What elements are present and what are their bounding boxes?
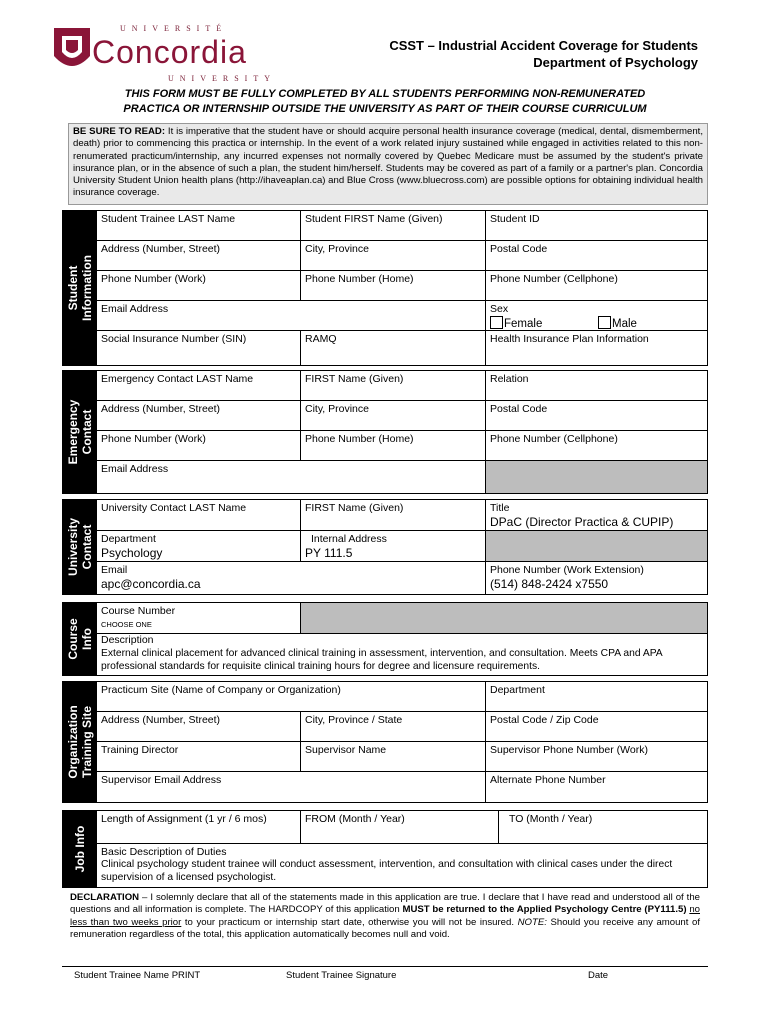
university-email-field[interactable]: Email apc@concordia.ca	[97, 562, 486, 594]
university-section-label: University Contact	[63, 500, 97, 594]
read-notice-lead: BE SURE TO READ:	[73, 126, 166, 137]
org-director-field[interactable]: Training Director	[97, 742, 301, 772]
student-phone-cell-field[interactable]: Phone Number (Cellphone)	[486, 271, 707, 301]
emergency-last-name-field[interactable]: Emergency Contact LAST Name	[97, 371, 301, 401]
university-department-value: Psychology	[101, 546, 163, 560]
course-info-section	[62, 602, 708, 676]
university-internal-address-value: PY 111.5	[305, 546, 353, 560]
student-information-section	[62, 210, 708, 366]
organization-section-label: Organization Training Site	[63, 682, 97, 802]
course-blank-gray	[301, 603, 707, 634]
org-sup-email-field[interactable]: Supervisor Email Address	[97, 772, 486, 802]
student-postal-field[interactable]: Postal Code	[486, 241, 707, 271]
declaration: DECLARATION – I solemnly declare that all of the statements made in this application are true. I declare that I have read and understood all of the questions and all information is complete. The HARDCOPY of this application MUST be returned to the Applied Psychology Centre (PY111.5) no less than two weeks prior to your practicum or internship start date, otherwise you will not be insured. NOTE: Should you receive any amount of remuneration regardless of the total, this application automatically becomes null and void.	[70, 892, 701, 940]
org-site-field[interactable]: Practicum Site (Name of Company or Organization)	[97, 682, 486, 712]
university-first-name-field[interactable]: FIRST Name (Given)	[301, 500, 486, 531]
department-title: Department of Psychology	[533, 55, 698, 70]
student-ramq-field[interactable]: RAMQ	[301, 331, 486, 365]
student-id-field[interactable]: Student ID	[486, 211, 707, 241]
emergency-blank-gray	[486, 461, 707, 493]
org-city-field[interactable]: City, Province / State	[301, 712, 486, 742]
student-phone-work-field[interactable]: Phone Number (Work)	[97, 271, 301, 301]
university-department-field[interactable]: Department Psychology	[97, 531, 301, 562]
read-notice	[68, 123, 708, 205]
university-contact-section	[62, 499, 708, 595]
student-city-field[interactable]: City, Province	[301, 241, 486, 271]
course-section-label: Course Info	[63, 603, 97, 675]
read-notice-text: It is imperative that the student have or should acquire personal health insurance coverage (medical, dental, dismemberment, death) prior to commencing this practica or internship. In the event of a work related injury sustained while engaged in activities related to this non-renumerated practicum/internship, any incurred expenses not normally covered by Quebec Medicare must be assumed by the student's private insurance plan, or in the absence of such a plan, the student him/herself. Students may be covered as part of a family or a partner's plan. Concordia University Student Union health plans (http://ihaveaplan.ca) and Blue Cross (www.bluecross.com) are possible options for obtaining individual health insurance coverage.	[73, 126, 704, 199]
emergency-phone-work-field[interactable]: Phone Number (Work)	[97, 431, 301, 461]
student-email-field[interactable]: Email Address	[97, 301, 486, 331]
student-health-plan-field[interactable]: Health Insurance Plan Information	[490, 333, 649, 345]
university-internal-address-field[interactable]: Internal Address PY 111.5	[301, 531, 486, 562]
job-length-field[interactable]: Length of Assignment (1 yr / 6 mos)	[97, 811, 301, 844]
logo-universite-text: UNIVERSITÉ	[120, 24, 228, 33]
job-duties-label: Basic Description of Duties	[101, 846, 227, 858]
declaration-lead: DECLARATION	[70, 892, 140, 903]
university-phone-field[interactable]: Phone Number (Work Extension) (514) 848-2424 x7550	[490, 564, 644, 591]
concordia-logo-icon	[52, 26, 92, 78]
job-info-section	[62, 810, 708, 888]
emergency-address-field[interactable]: Address (Number, Street)	[97, 401, 301, 431]
university-email-value: apc@concordia.ca	[101, 577, 201, 591]
student-sin-field[interactable]: Social Insurance Number (SIN)	[97, 331, 301, 365]
emergency-phone-cell-field[interactable]: Phone Number (Cellphone)	[486, 431, 707, 461]
student-last-name-field[interactable]: Student Trainee LAST Name	[97, 211, 301, 241]
sex-female-option[interactable]: Female	[490, 316, 542, 330]
logo-wordmark: Concordia	[92, 34, 247, 70]
university-title-value: DPaC (Director Practica & CUPIP)	[490, 515, 674, 529]
organization-section	[62, 681, 708, 803]
emergency-phone-home-field[interactable]: Phone Number (Home)	[301, 431, 486, 461]
student-first-name-field[interactable]: Student FIRST Name (Given)	[301, 211, 486, 241]
student-sex-field	[486, 301, 707, 331]
emergency-email-field[interactable]: Email Address	[97, 461, 486, 493]
emergency-first-name-field[interactable]: FIRST Name (Given)	[301, 371, 486, 401]
form-title: CSST – Industrial Accident Coverage for Students	[389, 38, 698, 53]
course-description-text: External clinical placement for advanced clinical training in assessment, intervention, and consultation. Meets CPA and APA professional standards for requisite clinical training hours for degree and licensure requirements.	[101, 648, 663, 672]
org-supervisor-field[interactable]: Supervisor Name	[301, 742, 486, 772]
declaration-deadline: no less than two weeks prior	[70, 904, 700, 928]
emergency-section-label: Emergency Contact	[63, 371, 97, 493]
student-address-field[interactable]: Address (Number, Street)	[97, 241, 301, 271]
course-number-select[interactable]: CHOOSE ONE	[101, 620, 152, 629]
instruction-line-1: THIS FORM MUST BE FULLY COMPLETED BY ALL STUDENTS PERFORMING NON-REMUNERATED	[124, 88, 646, 100]
org-alt-phone-field[interactable]: Alternate Phone Number	[490, 774, 606, 786]
logo-university-text: UNIVERSITY	[168, 74, 276, 83]
org-address-field[interactable]: Address (Number, Street)	[97, 712, 301, 742]
course-description-label: Description	[101, 634, 154, 646]
org-department-field[interactable]: Department	[486, 682, 707, 712]
job-from-field[interactable]: FROM (Month / Year)	[301, 811, 499, 844]
university-last-name-field[interactable]: University Contact LAST Name	[97, 500, 301, 531]
signature-line[interactable]	[62, 966, 708, 967]
checkbox-icon[interactable]	[490, 316, 503, 329]
org-postal-field[interactable]: Postal Code / Zip Code	[486, 712, 707, 742]
date-label: Date	[588, 970, 609, 981]
sex-label: Sex	[490, 303, 509, 315]
university-title-field[interactable]: Title DPaC (Director Practica & CUPIP)	[486, 500, 707, 531]
name-print-label: Student Trainee Name PRINT	[74, 970, 201, 981]
org-sup-phone-field[interactable]: Supervisor Phone Number (Work)	[486, 742, 707, 772]
checkbox-icon[interactable]	[598, 316, 611, 329]
student-section-label: Student Information	[63, 211, 97, 365]
signature-label: Student Trainee Signature	[286, 970, 397, 981]
instruction-line-2: PRACTICA OR INTERNSHIP OUTSIDE THE UNIVERSITY AS PART OF THEIR COURSE CURRICULUM	[123, 103, 647, 115]
emergency-city-field[interactable]: City, Province	[301, 401, 486, 431]
job-duties-text: Clinical psychology student trainee will conduct assessment, intervention, and consultation with clinical cases under the direct supervision of a licensed psychologist.	[101, 859, 673, 883]
sex-male-option[interactable]: Male	[598, 316, 637, 330]
university-phone-value: (514) 848-2424 x7550	[490, 577, 609, 591]
job-section-label: Job Info	[63, 811, 97, 887]
university-blank-gray	[486, 531, 707, 562]
emergency-contact-section	[62, 370, 708, 494]
declaration-return-notice: MUST be returned to the Applied Psychology Centre (PY111.5)	[402, 904, 687, 916]
job-to-field[interactable]: TO (Month / Year)	[499, 811, 707, 844]
student-phone-home-field[interactable]: Phone Number (Home)	[301, 271, 486, 301]
emergency-relation-field[interactable]: Relation	[486, 371, 707, 401]
emergency-postal-field[interactable]: Postal Code	[486, 401, 707, 431]
course-number-field: Course Number CHOOSE ONE	[97, 603, 301, 634]
declaration-note-label: NOTE:	[517, 916, 547, 928]
